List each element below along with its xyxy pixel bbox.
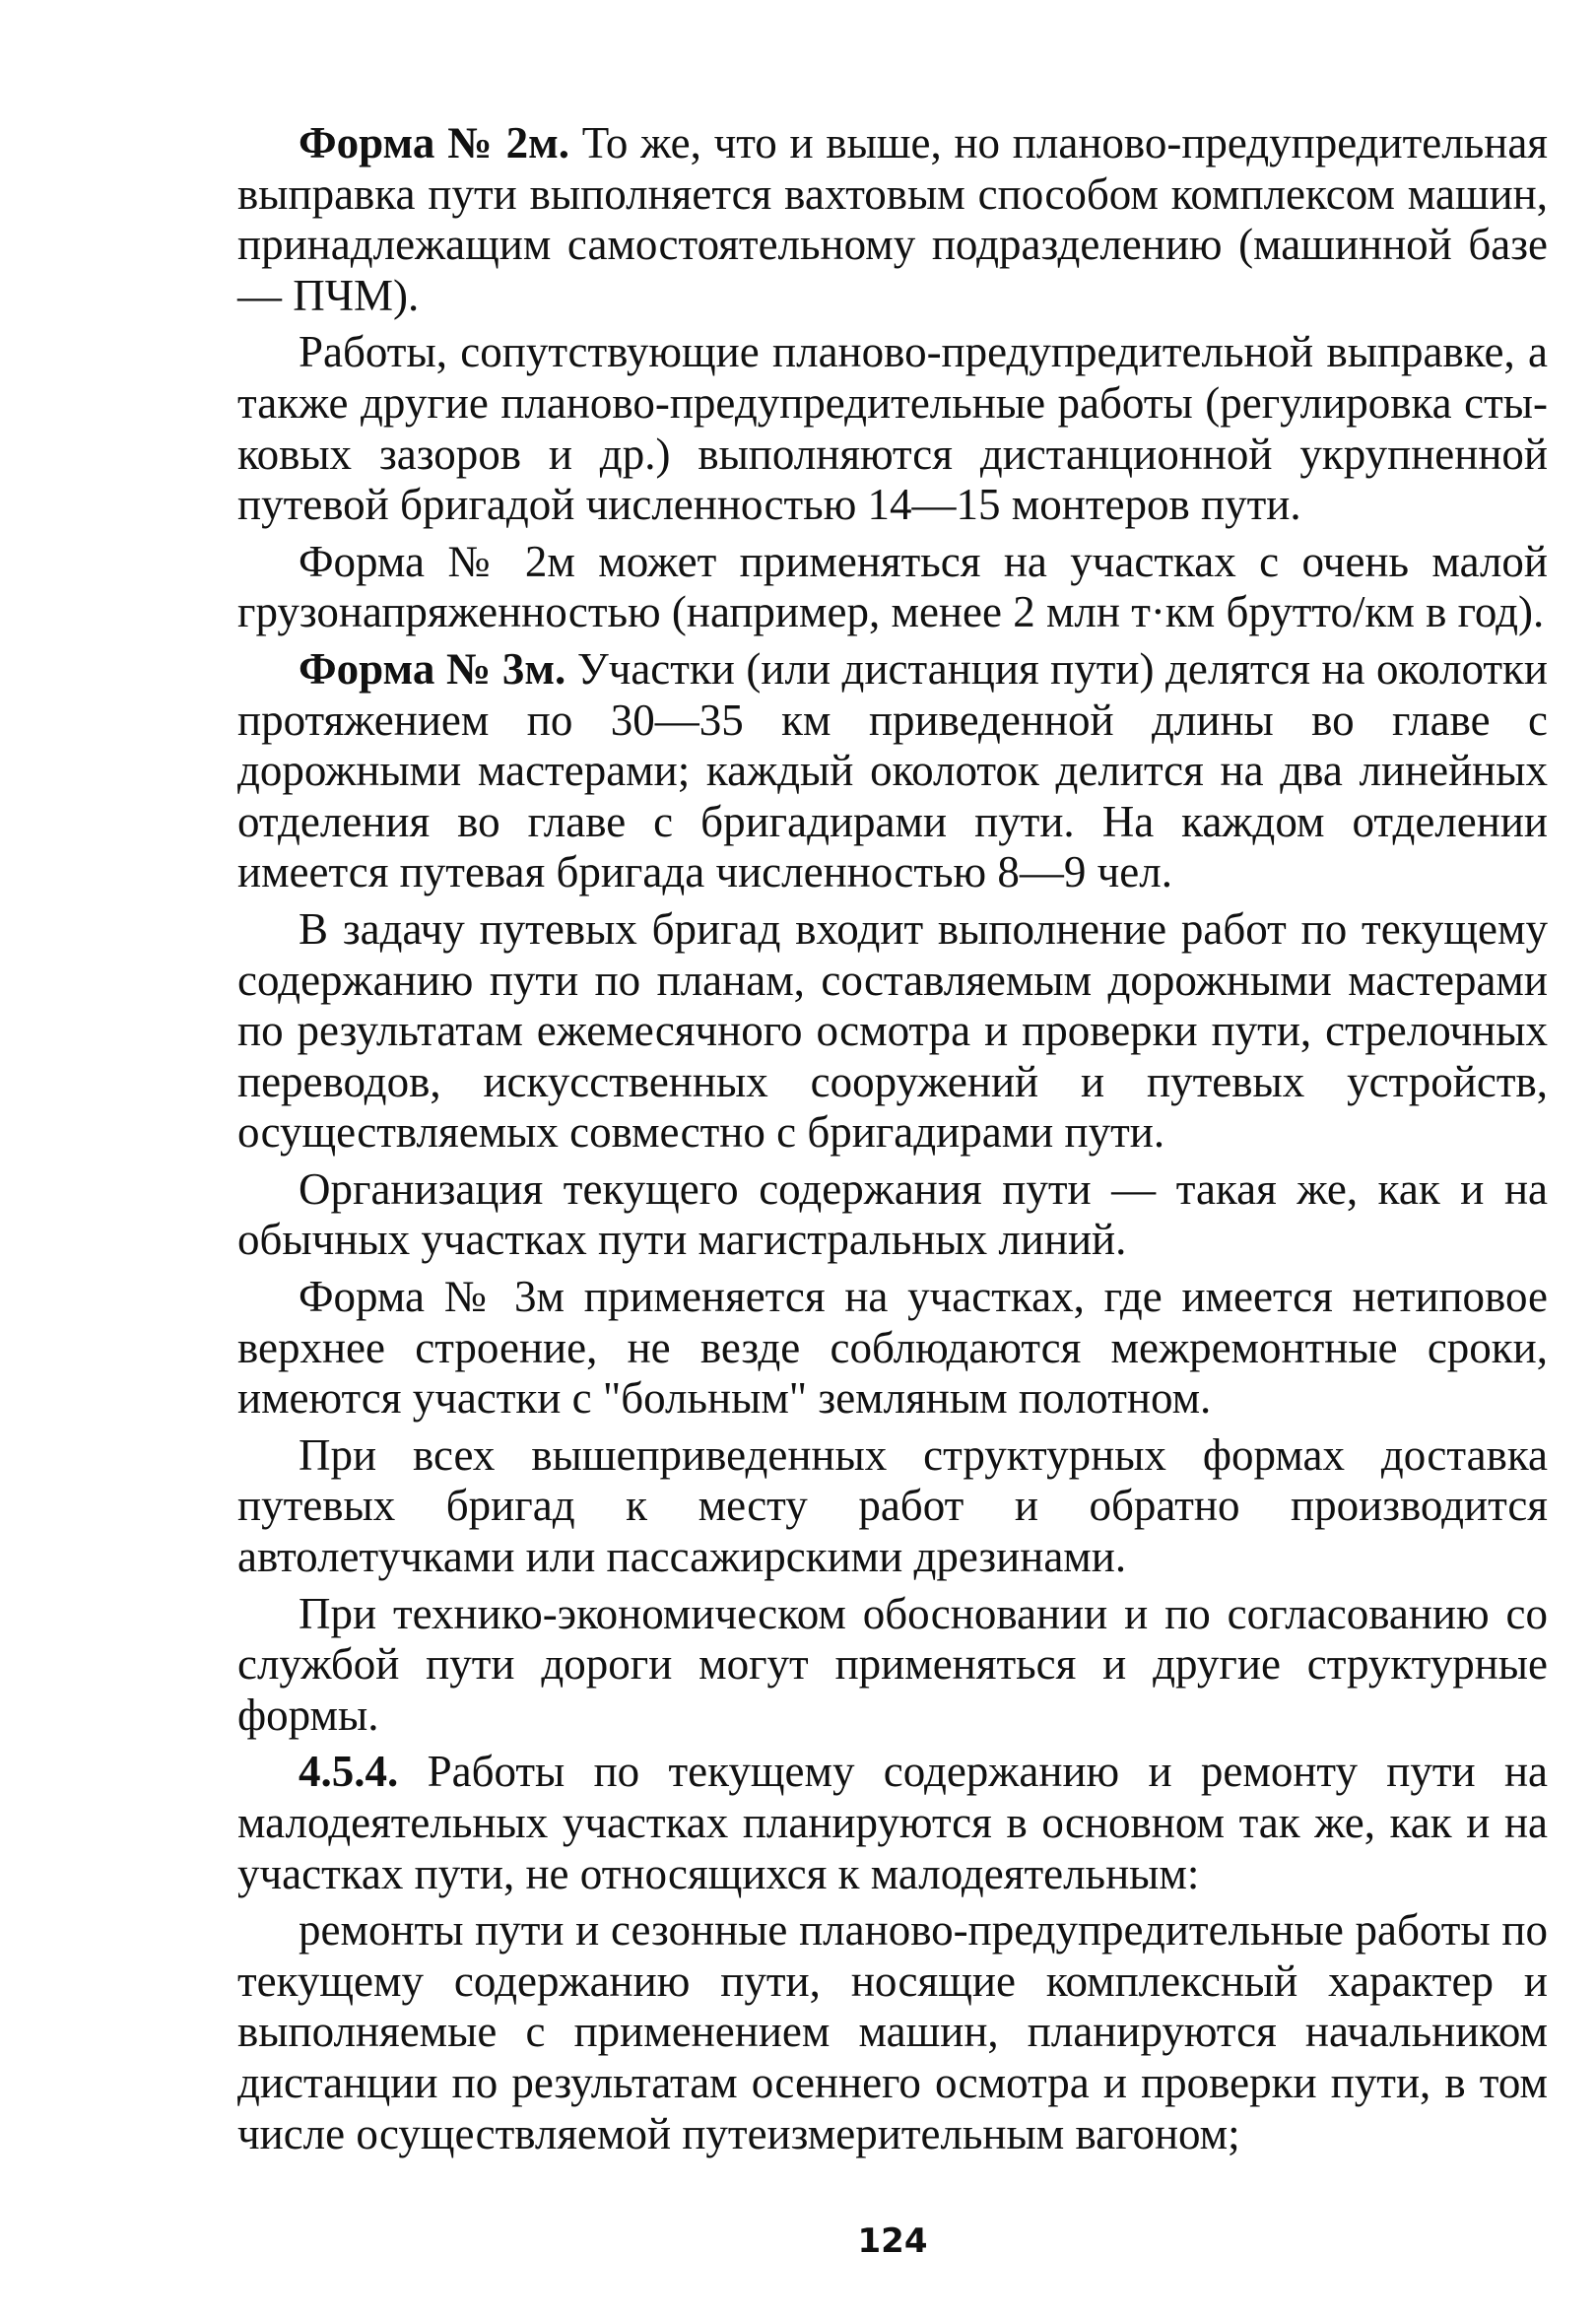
paragraph-text: Организация текущего содержания пути — такая же, как и на обычных участках пути магистральных линий. — [237, 1163, 1548, 1265]
paragraph — [237, 1430, 1548, 1583]
paragraph-text: Форма № 2м может применяться на участках с очень малой грузонапряженностью (например, менее 2 млн т·км брутто/км в год). — [237, 536, 1548, 637]
paragraph — [237, 1905, 1548, 2159]
paragraph-text: При технико-экономическом обосновании и по согласованию со службой пути дороги могут применяться и другие структурные формы. — [237, 1588, 1548, 1740]
page-number: 124 — [857, 2221, 928, 2261]
paragraph-text: ремонты пути и сезонные планово-предупредительные работы по текущему содержанию пути, носящие комплексный характер и выполняемые с применением машин, планируются начальником дистанции по результатам осеннего осмотра и проверки пути, в том числе осуществляемой путеизмерительным вагоном; — [237, 1905, 1548, 2158]
paragraph-text: Работы по текущему содержанию и ремонту пути на малодеятельных участках планируются в основном так же, как и на участках пути, не относящихся к малодеятельным: — [237, 1747, 1548, 1898]
paragraph — [237, 327, 1548, 530]
paragraph-lead: 4.5.4. — [299, 1747, 399, 1797]
paragraph-text: В задачу путевых бригад входит выполнение работ по текущему содержанию пути по планам, составляемым дорожными мастерами по результатам ежемесячного осмотра и проверки пути, стрелочных переводов, искусственных сооружений и путевых устройств, осуществляемых совместно с бригадирами пути. — [237, 903, 1548, 1158]
paragraph — [237, 537, 1548, 638]
paragraph — [237, 1272, 1548, 1425]
paragraph-text: Форма № 3м применяется на участках, где имеется нетиповое верхнее строение, не везде соблюдаются межремонтные сроки, имеются участки с "больным" земляным полотном. — [237, 1272, 1548, 1424]
paragraph — [237, 904, 1548, 1159]
paragraph-text: Участки (или дистанция пути) делятся на околотки протяжением по 30—35 км приведенной длины во главе с дорожными мастерами; каждый околоток делится на два линейных отделения во главе с бригадирами пути. На каждом отделении имеется путевая бригада численностью 8—9 чел. — [237, 643, 1548, 897]
paragraph-lead: Форма № 3м. — [299, 643, 566, 694]
paragraph-form-3m — [237, 644, 1548, 898]
paragraph — [237, 1589, 1548, 1742]
paragraph-section-4-5-4 — [237, 1747, 1548, 1899]
paragraph-lead: Форма № 2м. — [299, 118, 569, 167]
paragraph-text: При всех вышеприведенных структурных формах доставка путевых бригад к месту работ и обратно производится автолетучками или пассажирскими дрезинами. — [237, 1429, 1548, 1582]
paragraph-text: То же, что и выше, но планово-предупредительная выправка пути выполняется вахтовым способом комплексом машин, принадлежащим самостоятельному подразделению (машинной базе — ПЧМ). — [237, 118, 1548, 320]
paragraph — [237, 1164, 1548, 1266]
paragraph-text: Работы, сопутствующие планово-предупредительной выправке, а также другие планово-предупредительные работы (регулировка стыковых зазоров и др.) выполняются дистанционной укрупненной путевой бригадой численностью 14—15 монтеров пути. — [237, 327, 1548, 530]
paragraph-form-2m — [237, 118, 1548, 321]
book-page — [237, 118, 1548, 2261]
